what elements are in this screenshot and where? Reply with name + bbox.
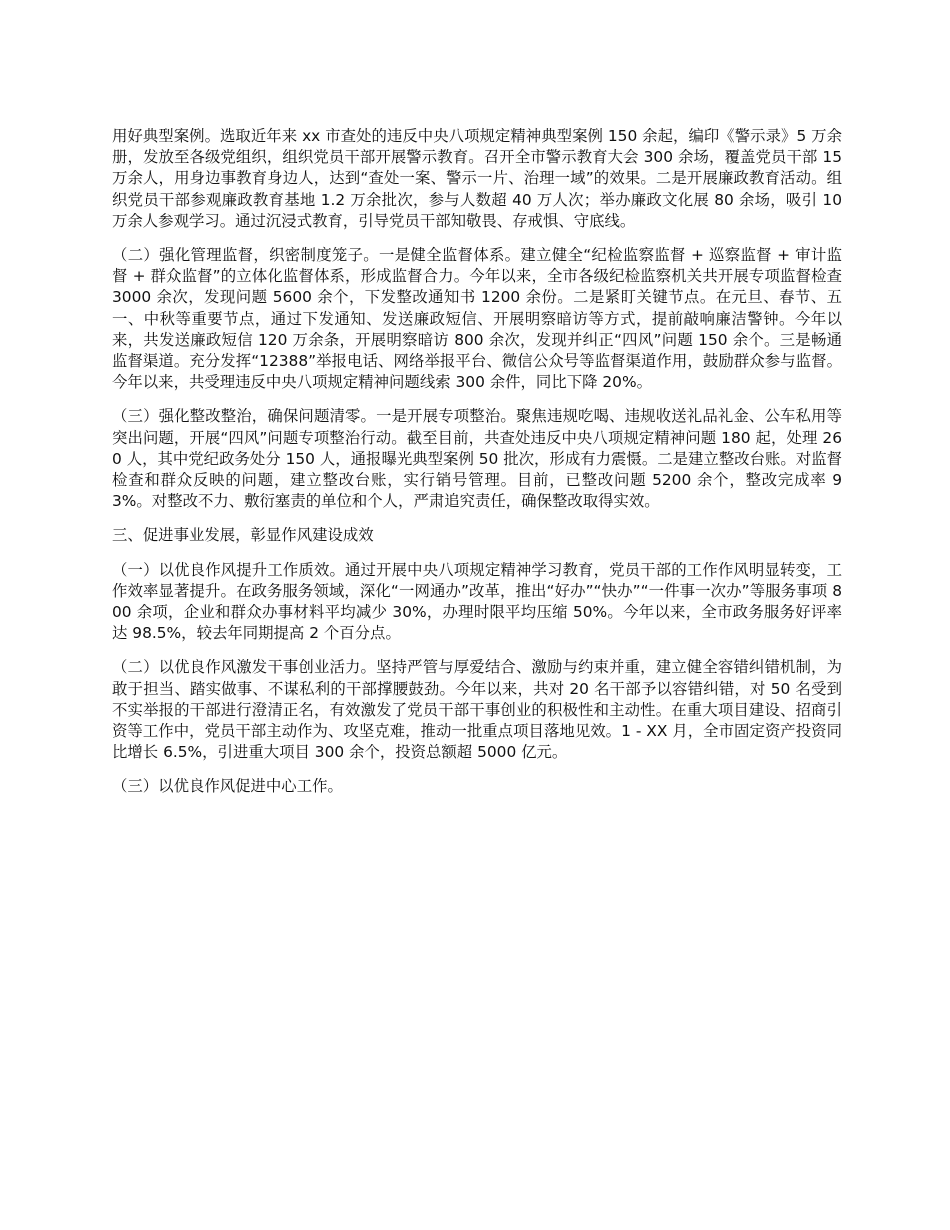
- paragraph-central-work: （三）以优良作风促进中心工作。: [112, 777, 343, 796]
- document-body: [112, 126, 842, 811]
- section-heading-promote-development: 三、促进事业发展，彰显作风建设成效: [112, 526, 374, 545]
- paragraph-entrepreneurial-vitality: （二）以优良作风激发干事创业活力。坚持严管与厚爱结合、激励与约束并重，建立健全容错纠错机制，为敢于担当、踏实做事、不谋私利的干部撑腰鼓劲。今年以来，共对 20 名干部予以容错纠错，对 50 名受到不实举报的干部进行澄清正名，有效激发了党员干部干事创业的积极性和主动性。在重大项目建设、招商引资等工作中，党员干部主动作为、攻坚克难，推动一批重点项目落地见效。1 - XX 月，全市固定资产投资同比增长 6.5%，引进重大项目 300 余个，投资总额超 5000 亿元。: [112, 658, 842, 762]
- paragraph-rectification: （三）强化整改整治，确保问题清零。一是开展专项整治。聚焦违规吃喝、违规收送礼品礼金、公车私用等突出问题，开展“四风”问题专项整治行动。截至目前，共查处违反中央八项规定精神问题 180 起，处理 260 人，其中党纪政务处分 150 人，通报曝光典型案例 50 批次，形成有力震慑。二是建立整改台账。对监督检查和群众反映的问题，建立整改台账，实行销号管理。目前，已整改问题 5200 余个，整改完成率 93%。对整改不力、敷衍塞责的单位和个人，严肃追究责任，确保整改取得实效。: [112, 407, 842, 511]
- paragraph-management-supervision: （二）强化管理监督，织密制度笼子。一是健全监督体系。建立健全“纪检监察监督 + 巡察监督 + 审计监督 + 群众监督”的立体化监督体系，形成监督合力。今年以来，全市各级纪检监察机关共开展专项监督检查 3000 余次，发现问题 5600 余个，下发整改通知书 1200 余份。二是紧盯关键节点。在元旦、春节、五一、中秋等重要节点，通过下发通知、发送廉政短信、开展明察暗访等方式，提前敲响廉洁警钟。今年以来，共发送廉政短信 120 万余条，开展明察暗访 800 余次，发现并纠正“四风”问题 150 余个。三是畅通监督渠道。充分发挥“12388”举报电话、网络举报平台、微信公众号等监督渠道作用，鼓励群众参与监督。今年以来，共受理违反中央八项规定精神问题线索 300 余件，同比下降 20%。: [112, 246, 842, 392]
- paragraph-warning-education: 用好典型案例。选取近年来 xx 市查处的违反中央八项规定精神典型案例 150 余起，编印《警示录》5 万余册，发放至各级党组织，组织党员干部开展警示教育。召开全市警示教育大会 300 余场，覆盖党员干部 15 万余人，用身边事教育身边人，达到“查处一案、警示一片、治理一域”的效果。二是开展廉政教育活动。组织党员干部参观廉政教育基地 1.2 万余批次，参与人数超 40 万人次；举办廉政文化展 80 余场，吸引 10 万余人参观学习。通过沉浸式教育，引导党员干部知敬畏、存戒惧、守底线。: [112, 127, 842, 230]
- paragraph-work-quality: （一）以优良作风提升工作质效。通过开展中央八项规定精神学习教育，党员干部的工作作风明显转变，工作效率显著提升。在政务服务领域，深化“一网通办”改革，推出“好办”“快办”“一件事一次办”等服务事项 800 余项，企业和群众办事材料平均减少 30%，办理时限平均压缩 50%。今年以来，全市政务服务好评率达 98.5%，较去年同期提高 2 个百分点。: [112, 560, 842, 643]
